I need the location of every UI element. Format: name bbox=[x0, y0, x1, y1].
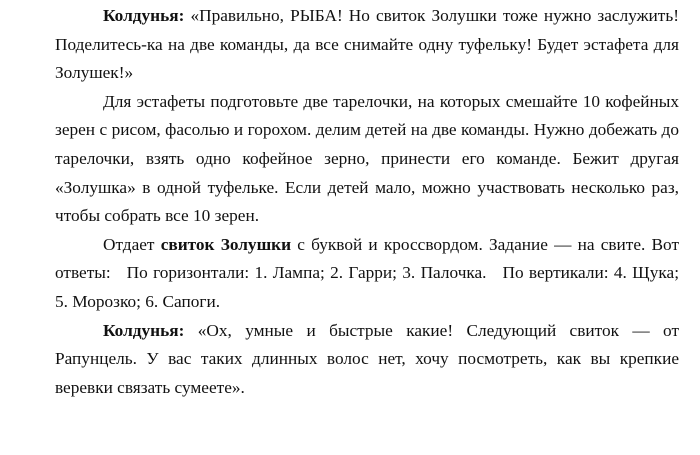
paragraph-crossword-answers bbox=[55, 231, 684, 317]
scroll-name: свиток Золушки bbox=[160, 234, 292, 254]
paragraph-witch-speech-2 bbox=[55, 317, 679, 403]
speech-text: «Ох, умные и быстрые какие! Следующий свиток — от Рапунцель. У вас таких длинных волос нет, хочу посмотреть, как вы крепкие веревки связать сумеете». bbox=[55, 320, 679, 397]
paragraph-witch-speech-1 bbox=[55, 2, 679, 88]
speech-text: «Правильно, РЫБА! Но свиток Золушки тоже нужно заслужить! Поделитесь-ка на две команды, да все снимайте одну туфельку! Будет эстафета для Золушек!» bbox=[55, 6, 679, 83]
instruction-text: Для эстафеты подготовьте две тарелочки, на которых смешайте 10 кофейных зерен с рисом, фасолью и горохом. делим детей на две команды. Нужно добежать до тарелочки, взять одно кофейное зерно, принести его команде. Бежит другая «Золушка» в одной туфельке. Если детей мало, можно участвовать несколько раз, чтобы собрать все 10 зерен. bbox=[55, 91, 679, 226]
speaker-label: Колдунья: bbox=[103, 6, 185, 25]
paragraph-relay-instructions bbox=[55, 88, 679, 231]
document-body bbox=[55, 2, 684, 402]
text-after: с буквой и кроссвордом. Задание — на свите. Вот ответы: По горизонтали: 1. Лампа; 2. Гарри; 3. Палочка. По вертикали: 4. Щука; 5. Морозко; 6. Сапоги. bbox=[55, 234, 684, 311]
speaker-label: Колдунья: bbox=[103, 320, 185, 340]
text-before: Отдает bbox=[103, 234, 161, 254]
